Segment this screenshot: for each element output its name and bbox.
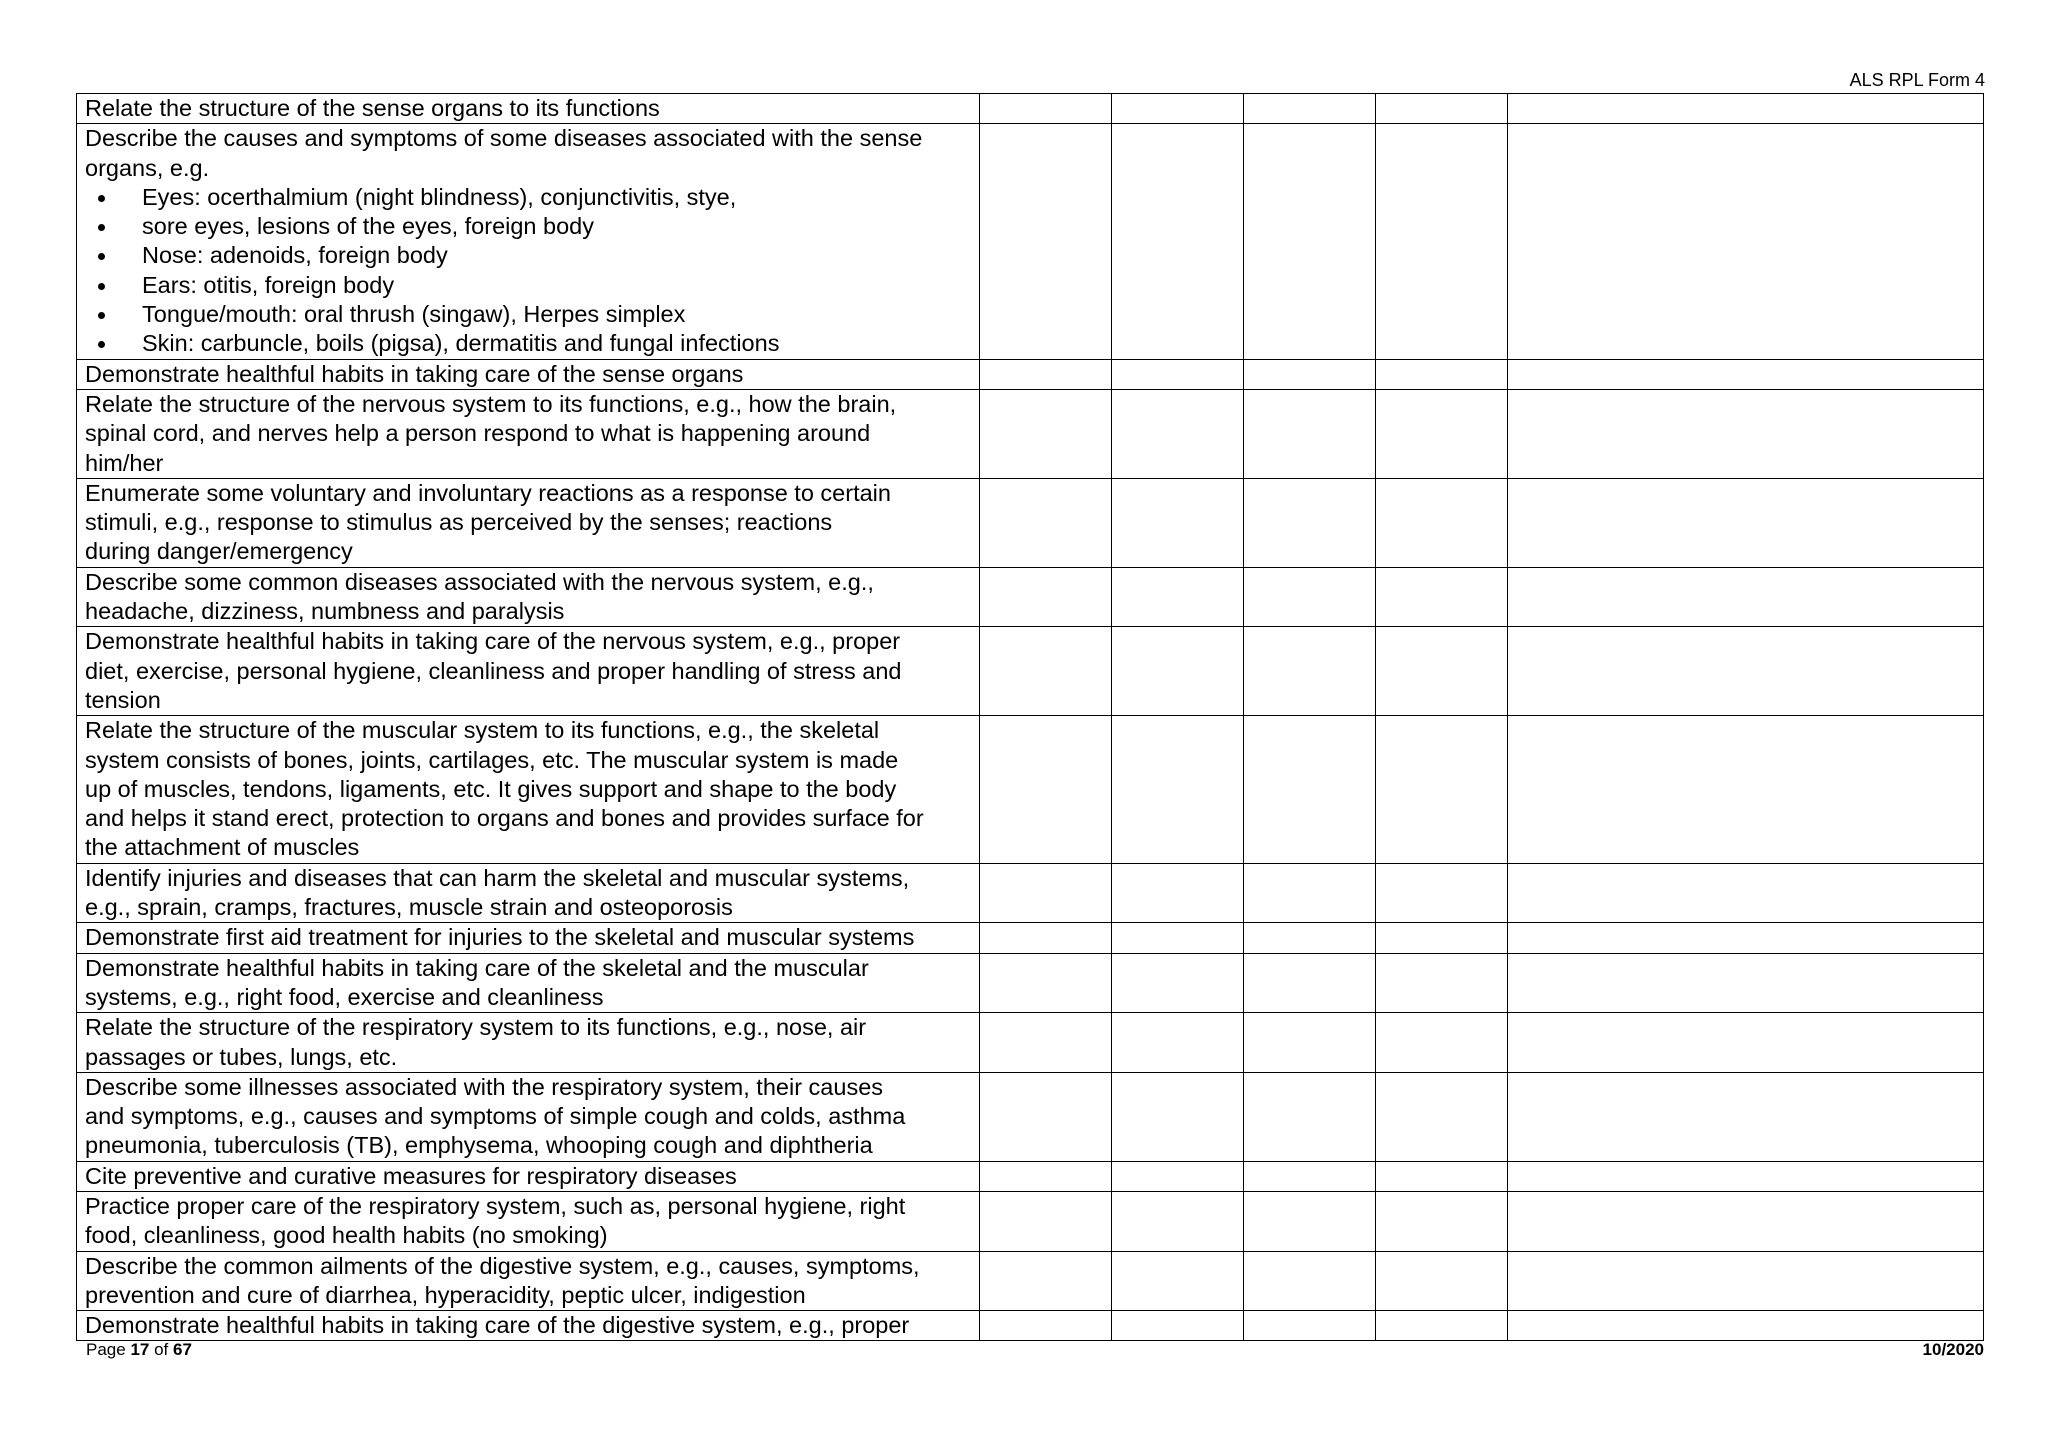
competency-table <box>76 93 1984 1341</box>
rating-cell-5[interactable] <box>1508 1013 1984 1073</box>
rating-cell-3[interactable] <box>1244 953 1376 1013</box>
competency-text-cell <box>77 923 980 953</box>
rating-cell-5[interactable] <box>1508 359 1984 389</box>
rating-cell-2[interactable] <box>1112 1251 1244 1311</box>
rating-cell-1[interactable] <box>980 1013 1112 1073</box>
competency-row <box>77 627 1984 716</box>
competency-text-cell <box>77 627 980 716</box>
competency-line: Relate the structure of the muscular system to its functions, e.g., the skeletal <box>85 717 880 744</box>
rating-cell-2[interactable] <box>1112 359 1244 389</box>
rating-cell-2[interactable] <box>1112 567 1244 627</box>
rating-cell-5[interactable] <box>1508 567 1984 627</box>
competency-line: Practice proper care of the respiratory system, such as, personal hygiene, right <box>85 1192 906 1219</box>
rating-cell-2[interactable] <box>1112 94 1244 124</box>
competency-line: Cite preventive and curative measures for respiratory diseases <box>85 1162 737 1189</box>
competency-line: and symptoms, e.g., causes and symptoms of simple cough and colds, asthma <box>85 1103 906 1130</box>
competency-line: systems, e.g., right food, exercise and cleanliness <box>85 983 604 1010</box>
competency-row <box>77 1013 1984 1073</box>
competency-text-cell <box>77 1072 980 1161</box>
rating-cell-4[interactable] <box>1376 1311 1508 1341</box>
competency-line: Describe some common diseases associated with the nervous system, e.g., <box>85 568 874 595</box>
competency-line: food, cleanliness, good health habits (no smoking) <box>85 1222 608 1249</box>
bullet-item: Ears: otitis, foreign body <box>85 271 971 300</box>
rating-cell-2[interactable] <box>1112 1311 1244 1341</box>
rating-cell-5[interactable] <box>1508 923 1984 953</box>
competency-row <box>77 716 1984 863</box>
competency-line: e.g., sprain, cramps, fractures, muscle strain and osteoporosis <box>85 894 733 921</box>
rating-cell-1[interactable] <box>980 627 1112 716</box>
rating-cell-2[interactable] <box>1112 627 1244 716</box>
competency-text-cell <box>77 1161 980 1191</box>
rating-cell-1[interactable] <box>980 1072 1112 1161</box>
rating-cell-2[interactable] <box>1112 716 1244 863</box>
competency-line: him/her <box>85 449 164 476</box>
competency-line: spinal cord, and nerves help a person respond to what is happening around <box>85 420 871 447</box>
competency-line: Relate the structure of the nervous system to its functions, e.g., how the brain, <box>85 390 897 417</box>
rating-cell-5[interactable] <box>1508 1191 1984 1251</box>
rating-cell-5[interactable] <box>1508 627 1984 716</box>
rating-cell-4[interactable] <box>1376 716 1508 863</box>
rating-cell-1[interactable] <box>980 953 1112 1013</box>
competency-line: stimuli, e.g., response to stimulus as perceived by the senses; reactions <box>85 509 833 536</box>
rating-cell-5[interactable] <box>1508 863 1984 923</box>
competency-line: Describe the causes and symptoms of some diseases associated with the sense <box>85 125 923 152</box>
rating-cell-2[interactable] <box>1112 953 1244 1013</box>
rating-cell-3[interactable] <box>1244 1161 1376 1191</box>
form-date: 10/2020 <box>1922 1340 1984 1359</box>
competency-text-cell <box>77 94 980 124</box>
competency-row <box>77 124 1984 359</box>
competency-row <box>77 1191 1984 1251</box>
page-of: of <box>149 1340 173 1359</box>
rating-cell-1[interactable] <box>980 389 1112 478</box>
competency-line: the attachment of muscles <box>85 834 360 861</box>
competency-text-cell <box>77 1311 980 1341</box>
rating-cell-4[interactable] <box>1376 923 1508 953</box>
rating-cell-5[interactable] <box>1508 1251 1984 1311</box>
rating-cell-2[interactable] <box>1112 124 1244 359</box>
rating-cell-4[interactable] <box>1376 478 1508 567</box>
competency-line: Demonstrate healthful habits in taking care of the digestive system, e.g., proper <box>85 1312 910 1339</box>
page-number <box>86 1340 192 1360</box>
rating-cell-4[interactable] <box>1376 1251 1508 1311</box>
rating-cell-1[interactable] <box>980 923 1112 953</box>
rating-cell-4[interactable] <box>1376 389 1508 478</box>
rating-cell-3[interactable] <box>1244 389 1376 478</box>
competency-text-cell <box>77 863 980 923</box>
bullet-item: sore eyes, lesions of the eyes, foreign body <box>85 212 971 241</box>
rating-cell-2[interactable] <box>1112 478 1244 567</box>
competency-row <box>77 923 1984 953</box>
competency-line: passages or tubes, lungs, etc. <box>85 1043 398 1070</box>
competency-row <box>77 1311 1984 1341</box>
rating-cell-2[interactable] <box>1112 1191 1244 1251</box>
page-current: 17 <box>130 1340 150 1359</box>
rating-cell-1[interactable] <box>980 359 1112 389</box>
competency-text-cell <box>77 1191 980 1251</box>
competency-row <box>77 863 1984 923</box>
bullet-item: Tongue/mouth: oral thrush (singaw), Herpes simplex <box>85 300 971 329</box>
rating-cell-5[interactable] <box>1508 1072 1984 1161</box>
competency-row <box>77 94 1984 124</box>
competency-line: organs, e.g. <box>85 154 210 181</box>
rating-cell-2[interactable] <box>1112 923 1244 953</box>
rating-cell-2[interactable] <box>1112 1072 1244 1161</box>
competency-row <box>77 1072 1984 1161</box>
competency-text-cell <box>77 389 980 478</box>
rating-cell-1[interactable] <box>980 1311 1112 1341</box>
rating-cell-4[interactable] <box>1376 1161 1508 1191</box>
competency-line: Describe some illnesses associated with the respiratory system, their causes <box>85 1073 884 1100</box>
competency-line: Demonstrate healthful habits in taking care of the skeletal and the muscular <box>85 954 869 981</box>
competency-text-cell <box>77 359 980 389</box>
competency-row <box>77 359 1984 389</box>
competency-line: headache, dizziness, numbness and paralysis <box>85 598 565 625</box>
rating-cell-1[interactable] <box>980 124 1112 359</box>
rating-cell-1[interactable] <box>980 1251 1112 1311</box>
page-prefix: Page <box>86 1340 131 1359</box>
rating-cell-4[interactable] <box>1376 94 1508 124</box>
rating-cell-4[interactable] <box>1376 124 1508 359</box>
rating-cell-3[interactable] <box>1244 1072 1376 1161</box>
competency-text-cell <box>77 1251 980 1311</box>
competency-text-cell <box>77 567 980 627</box>
rating-cell-2[interactable] <box>1112 1161 1244 1191</box>
competency-text-cell <box>77 716 980 863</box>
bullet-item: Nose: adenoids, foreign body <box>85 241 971 270</box>
competency-line: prevention and cure of diarrhea, hyperacidity, peptic ulcer, indigestion <box>85 1281 806 1308</box>
rating-cell-1[interactable] <box>980 863 1112 923</box>
competency-row <box>77 1161 1984 1191</box>
rating-cell-3[interactable] <box>1244 923 1376 953</box>
rating-cell-3[interactable] <box>1244 627 1376 716</box>
rating-cell-3[interactable] <box>1244 359 1376 389</box>
competency-text-cell <box>77 1013 980 1073</box>
competency-row <box>77 1251 1984 1311</box>
rating-cell-2[interactable] <box>1112 389 1244 478</box>
rating-cell-3[interactable] <box>1244 1013 1376 1073</box>
competency-line: system consists of bones, joints, cartilages, etc. The muscular system is made <box>85 746 899 773</box>
rating-cell-1[interactable] <box>980 1161 1112 1191</box>
rating-cell-3[interactable] <box>1244 863 1376 923</box>
rating-cell-5[interactable] <box>1508 94 1984 124</box>
rating-cell-5[interactable] <box>1508 1161 1984 1191</box>
rating-cell-1[interactable] <box>980 94 1112 124</box>
competency-line: up of muscles, tendons, ligaments, etc. It gives support and shape to the body <box>85 775 897 802</box>
rating-cell-4[interactable] <box>1376 863 1508 923</box>
competency-line: diet, exercise, personal hygiene, cleanliness and proper handling of stress and <box>85 657 902 684</box>
competency-line: Enumerate some voluntary and involuntary reactions as a response to certain <box>85 479 891 506</box>
rating-cell-2[interactable] <box>1112 863 1244 923</box>
competency-row <box>77 953 1984 1013</box>
form-id-header: ALS RPL Form 4 <box>1849 70 1985 90</box>
rating-cell-3[interactable] <box>1244 567 1376 627</box>
rating-cell-4[interactable] <box>1376 1072 1508 1161</box>
competency-line: pneumonia, tuberculosis (TB), emphysema, whooping cough and diphtheria <box>85 1132 873 1159</box>
competency-line: Demonstrate healthful habits in taking care of the sense organs <box>85 360 744 387</box>
rating-cell-4[interactable] <box>1376 1013 1508 1073</box>
rating-cell-5[interactable] <box>1508 124 1984 359</box>
competency-line: tension <box>85 686 161 713</box>
competency-row <box>77 478 1984 567</box>
competency-line: Demonstrate healthful habits in taking care of the nervous system, e.g., proper <box>85 628 901 655</box>
rating-cell-3[interactable] <box>1244 716 1376 863</box>
rating-cell-4[interactable] <box>1376 567 1508 627</box>
page-total: 67 <box>172 1340 192 1359</box>
rating-cell-3[interactable] <box>1244 124 1376 359</box>
rating-cell-4[interactable] <box>1376 953 1508 1013</box>
rating-cell-4[interactable] <box>1376 627 1508 716</box>
competency-text-cell <box>77 953 980 1013</box>
competency-line: Identify injuries and diseases that can harm the skeletal and muscular systems, <box>85 864 910 891</box>
rating-cell-5[interactable] <box>1508 389 1984 478</box>
rating-cell-5[interactable] <box>1508 953 1984 1013</box>
competency-line: Relate the structure of the respiratory system to its functions, e.g., nose, air <box>85 1014 867 1041</box>
rating-cell-1[interactable] <box>980 478 1112 567</box>
competency-line: during danger/emergency <box>85 538 353 565</box>
rating-cell-1[interactable] <box>980 716 1112 863</box>
rating-cell-5[interactable] <box>1508 478 1984 567</box>
competency-table-body <box>77 94 1984 1341</box>
competency-row <box>77 567 1984 627</box>
competency-text-cell <box>77 478 980 567</box>
competency-line: and helps it stand erect, protection to organs and bones and provides surface for <box>85 805 924 832</box>
competency-text-cell <box>77 124 980 359</box>
rating-cell-4[interactable] <box>1376 359 1508 389</box>
rating-cell-2[interactable] <box>1112 1013 1244 1073</box>
rating-cell-5[interactable] <box>1508 716 1984 863</box>
competency-line: Relate the structure of the sense organs to its functions <box>85 95 660 121</box>
rating-cell-4[interactable] <box>1376 1191 1508 1251</box>
bullet-item: Skin: carbuncle, boils (pigsa), dermatitis and fungal infections <box>85 329 971 358</box>
rating-cell-5[interactable] <box>1508 1311 1984 1341</box>
competency-line: Describe the common ailments of the digestive system, e.g., causes, symptoms, <box>85 1252 920 1279</box>
competency-row <box>77 389 1984 478</box>
bullet-item: Eyes: ocerthalmium (night blindness), conjunctivitis, stye, <box>85 183 971 212</box>
rating-cell-3[interactable] <box>1244 1191 1376 1251</box>
rating-cell-1[interactable] <box>980 567 1112 627</box>
rating-cell-3[interactable] <box>1244 1251 1376 1311</box>
rating-cell-3[interactable] <box>1244 478 1376 567</box>
rating-cell-3[interactable] <box>1244 94 1376 124</box>
rating-cell-1[interactable] <box>980 1191 1112 1251</box>
competency-line: Demonstrate first aid treatment for injuries to the skeletal and muscular systems <box>85 924 915 951</box>
rating-cell-3[interactable] <box>1244 1311 1376 1341</box>
